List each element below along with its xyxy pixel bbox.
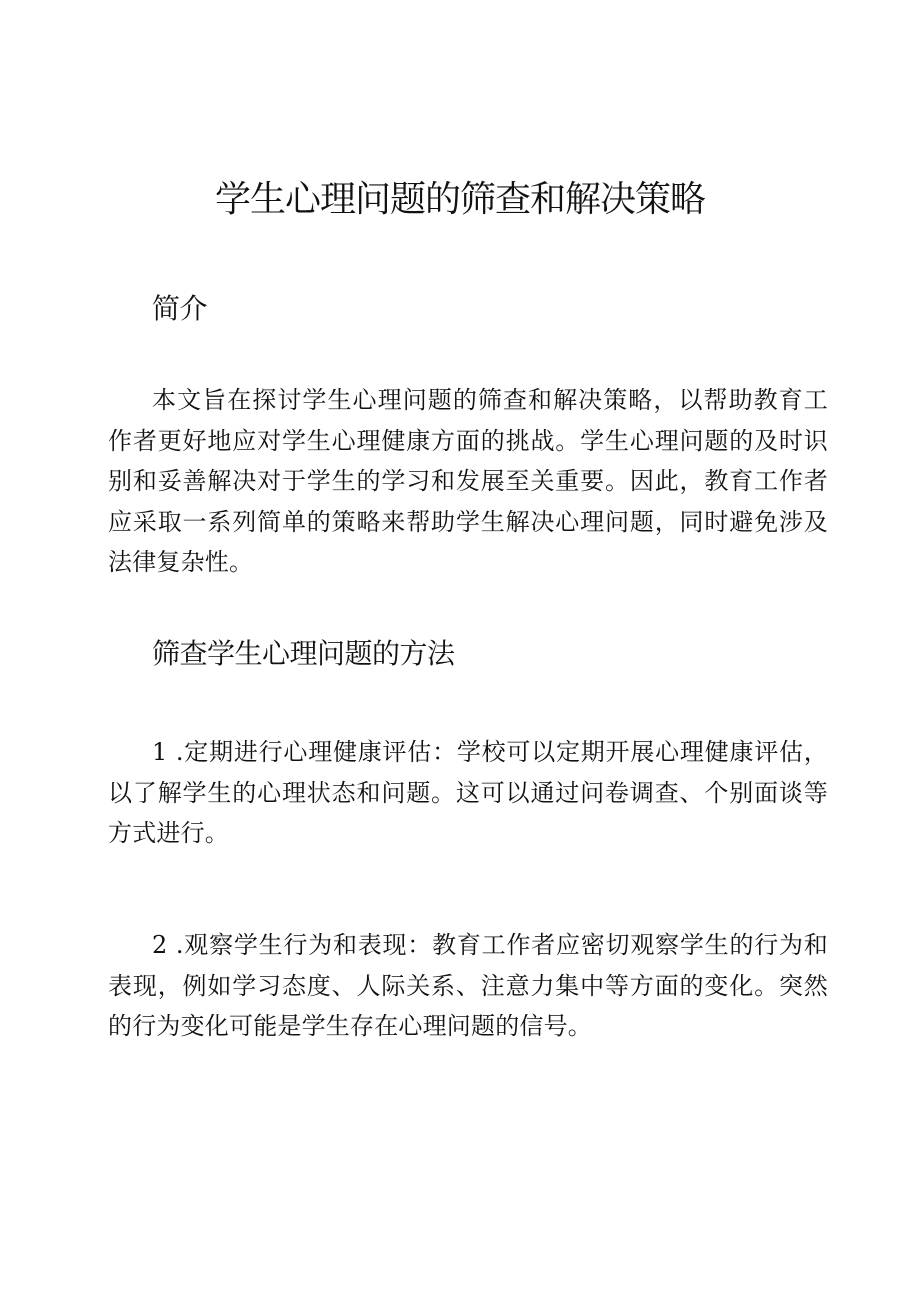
method-item-2: 2 .观察学生行为和表现：教育工作者应密切观察学生的行为和表现，例如学习态度、人际关系、注意力集中等方面的变化。突然的行为变化可能是学生存在心理问题的信号。	[108, 931, 828, 1040]
intro-paragraph: 本文旨在探讨学生心理问题的筛查和解决策略，以帮助教育工作者更好地应对学生心理健康方面的挑战。学生心理问题的及时识别和妥善解决对于学生的学习和发展至关重要。因此，教育工作者应采取一系列简单的策略来帮助学生解决心理问题，同时避免涉及法律复杂性。	[108, 386, 828, 576]
method-item-1: 1 .定期进行心理健康评估：学校可以定期开展心理健康评估，以了解学生的心理状态和问题。这可以通过问卷调查、个别面谈等方式进行。	[108, 738, 828, 847]
section-heading-intro: 简介	[152, 292, 208, 325]
section-heading-screening-methods: 筛查学生心理问题的方法	[152, 637, 455, 670]
document-title: 学生心理问题的筛查和解决策略	[214, 179, 705, 220]
